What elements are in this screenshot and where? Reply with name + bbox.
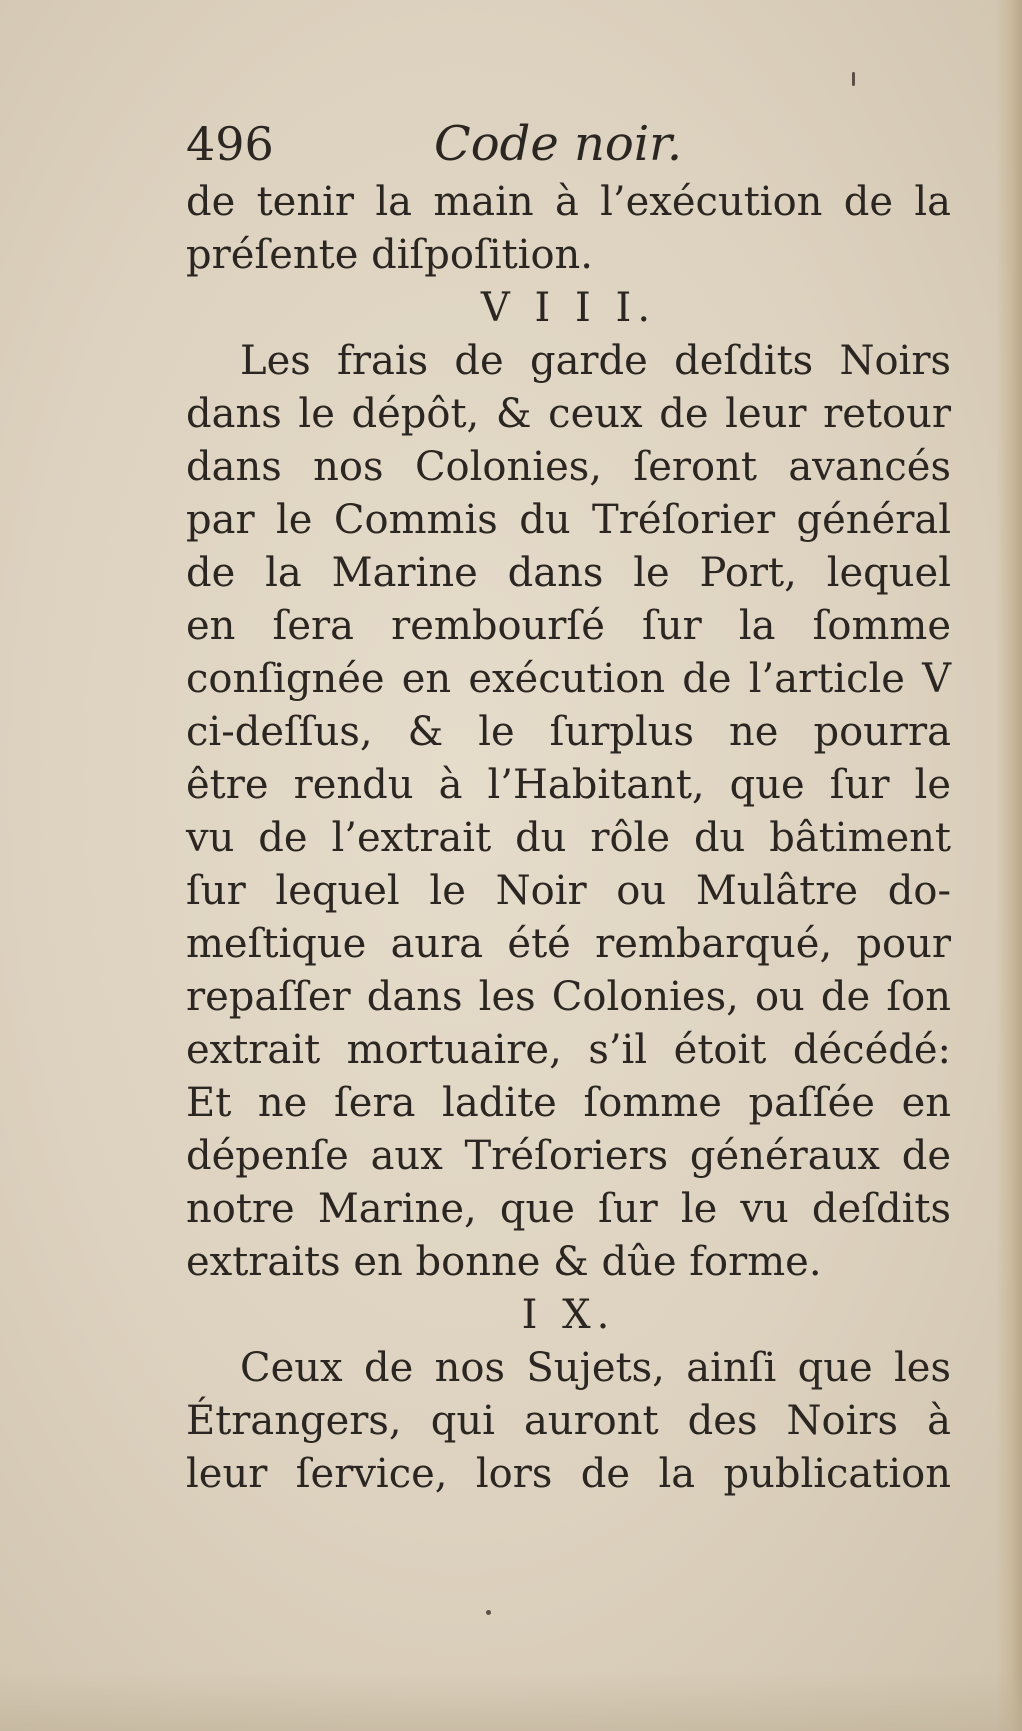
article-8-body	[186, 335, 951, 1289]
text-line: Et ne ſera ladite ſomme paſſée en	[186, 1080, 951, 1126]
text-line: dépenſe aux Tréſoriers généraux de	[186, 1133, 951, 1179]
text-line: ſur lequel le Noir ou Mulâtre do-	[186, 868, 951, 914]
text-line: vu de l’extrait du rôle du bâtiment	[186, 815, 951, 861]
continued-paragraph	[186, 176, 951, 282]
text-line: repaſſer dans les Colonies, ou de ſon	[186, 974, 951, 1020]
page-edge-shadow	[996, 0, 1022, 1731]
text-block	[186, 112, 951, 1501]
ink-speck	[486, 1610, 491, 1615]
page-header	[186, 112, 951, 176]
article-heading-9: I X.	[521, 1292, 616, 1338]
text-line: de tenir la main à l’exécution de la	[186, 179, 951, 225]
text-line: être rendu à l’Habitant, que ſur le	[186, 762, 951, 808]
page-number: 496	[186, 117, 274, 171]
text-line: extraits en bonne & dûe forme.	[186, 1239, 822, 1285]
text-line: Ceux de nos Sujets, ainſi que les	[240, 1345, 951, 1391]
running-head: Code noir.	[434, 116, 683, 172]
text-line: dans nos Colonies, ſeront avancés	[186, 444, 951, 490]
text-line: leur ſervice, lors de la publication	[186, 1451, 951, 1497]
text-line: extrait mortuaire, s’il étoit décédé:	[186, 1027, 951, 1073]
page-bottom-shadow	[0, 1671, 1022, 1731]
text-line: Étrangers, qui auront des Noirs à	[186, 1398, 951, 1444]
text-line: ci-deſſus, & le ſurplus ne pourra	[186, 709, 951, 755]
ink-mark	[852, 72, 855, 86]
text-line: en ſera rembourſé ſur la ſomme	[186, 603, 951, 649]
text-line: meſtique aura été rembarqué, pour	[186, 921, 951, 967]
text-line: par le Commis du Tréſorier général	[186, 497, 951, 543]
text-line: dans le dépôt, & ceux de leur retour	[186, 391, 951, 437]
article-9-body	[186, 1342, 951, 1501]
text-line: préſente diſpoſition.	[186, 232, 594, 278]
article-heading-8: V I I I.	[480, 285, 657, 331]
text-line: de la Marine dans le Port, lequel	[186, 550, 951, 596]
text-line: conſignée en exécution de l’article V	[186, 656, 951, 702]
text-line: notre Marine, que ſur le vu deſdits	[186, 1186, 951, 1232]
text-line: Les frais de garde deſdits Noirs	[240, 338, 951, 384]
